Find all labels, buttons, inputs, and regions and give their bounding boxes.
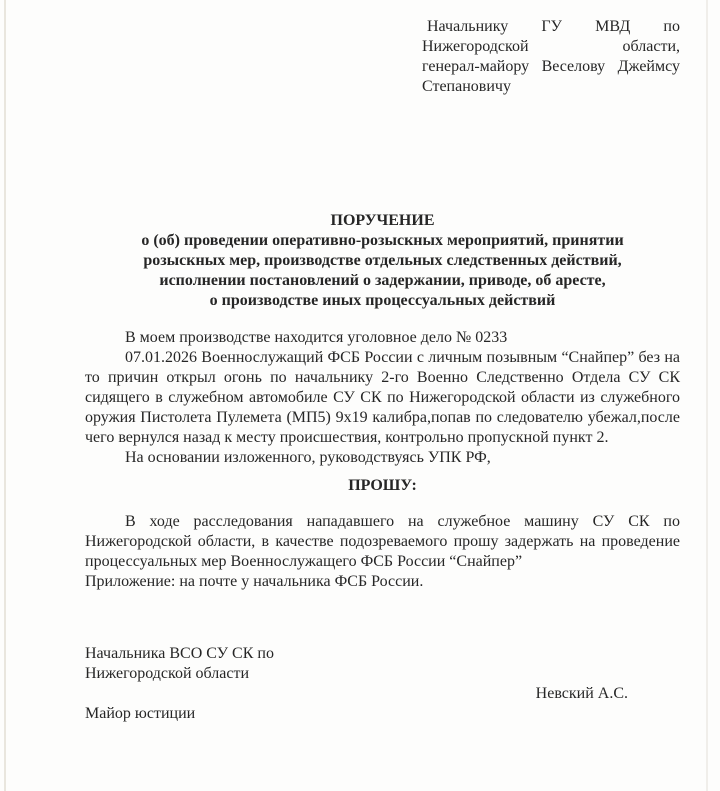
body-block: [85, 328, 680, 468]
request-heading: ПРОШУ:: [348, 477, 417, 494]
basis-paragraph: На основании изложенного, руководствуясь УПК РФ,: [125, 449, 491, 466]
order-title-block: [85, 211, 680, 311]
request-paragraph: В ходе расследования нападавшего на служебное машину СУ СК по Нижегородской области, в качестве подозреваемого прошу задержать на проведение процессуальных мер Военнослужащего ФСБ России “Снайпер”: [85, 513, 680, 570]
addressee-block: [422, 17, 680, 97]
order-subtitle-line: о производстве иных процессуальных действий: [209, 292, 556, 309]
order-title: ПОРУЧЕНИЕ: [330, 212, 435, 229]
addressee-line: Степановичу: [422, 78, 511, 95]
request-block: [85, 512, 680, 592]
order-subtitle-line: исполнении постановлений о задержании, приводе, об аресте,: [159, 272, 606, 289]
order-subtitle-line: о (об) проведении оперативно-розыскных мероприятий, принятии: [141, 232, 624, 249]
signee-rank: Майор юстиции: [85, 705, 196, 722]
order-subtitle-line: розыскных мер, производстве отдельных следственных действий,: [143, 252, 622, 269]
addressee-line: Нижегородской области,: [422, 38, 680, 55]
signature-block: [85, 644, 680, 724]
case-paragraph: В моем производстве находится уголовное дело № 0233: [125, 329, 508, 346]
document-content: [85, 0, 680, 724]
signee-name: Невский А.С.: [535, 685, 628, 702]
signee-position-line: Начальника ВСО СУ СК по: [85, 645, 274, 662]
page-right-edge-line: [706, 0, 708, 791]
addressee-line: генерал-майору Веселову Джеймсу: [422, 58, 680, 75]
page-left-edge-line: [4, 0, 6, 791]
signee-position-line: Нижегородской области: [85, 665, 250, 682]
attachment-paragraph: Приложение: на почте у начальника ФСБ России.: [85, 573, 424, 590]
addressee-line: Начальнику ГУ МВД по: [427, 18, 680, 35]
incident-paragraph: 07.01.2026 Военнослужащий ФСБ России с личным позывным “Снайпер” без на то причин открыл огонь по начальнику 2-го Военно Следственно Отдела СУ СК сидящего в служебном автомобиле СУ СК по Нижегородской области из служебного оружия Пистолета Пулемета (МП5) 9х19 калибра,попав по следователю убежал,после чего вернулся назад к месту происшествия, контрольно пропускной пункт 2.: [85, 349, 680, 446]
